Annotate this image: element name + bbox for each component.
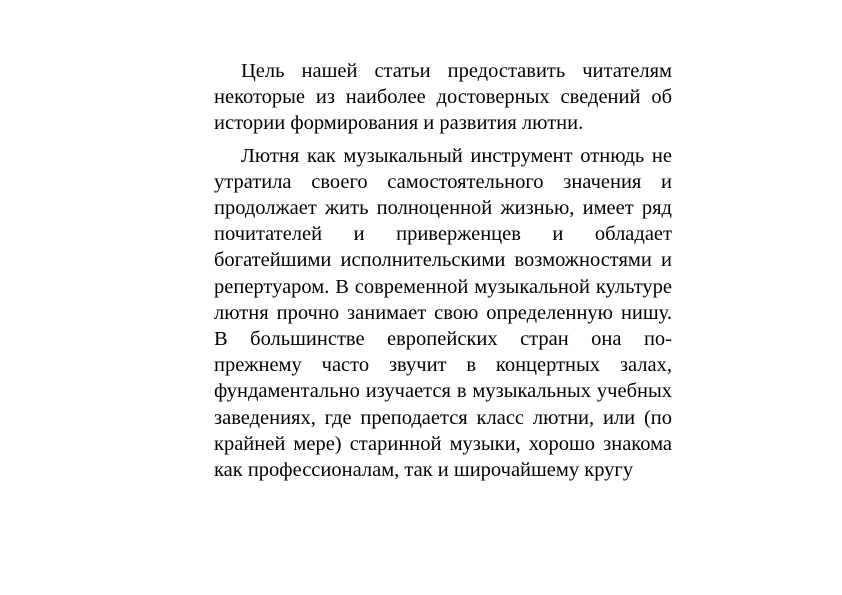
paragraph-intro: Цель нашей статьи предоставить читателям некоторые из наиболее достоверных сведений об истории формирования и развития лютни. — [214, 60, 672, 135]
document-body — [214, 58, 672, 489]
paragraph-lute-instrument: Лютня как музыкальный инструмент отнюдь не утратила своего самостоятельного значения и продолжает жить полноценной жизнью, имеет ряд почитателей и приверженцев и обладает богатейшими исполнительскими возможностями и репертуаром. В современной музыкальной культуре лютня прочно занимает свою определенную нишу. В большинстве европейских стран она по-прежнему часто звучит в концертных залах, фундаментально изучается в музыкальных учебных заведениях, где преподается класс лютни, или (по крайней мере) старинной музыки, хорошо знакома как профессионалам, так и широчайшему кругу — [214, 144, 672, 482]
